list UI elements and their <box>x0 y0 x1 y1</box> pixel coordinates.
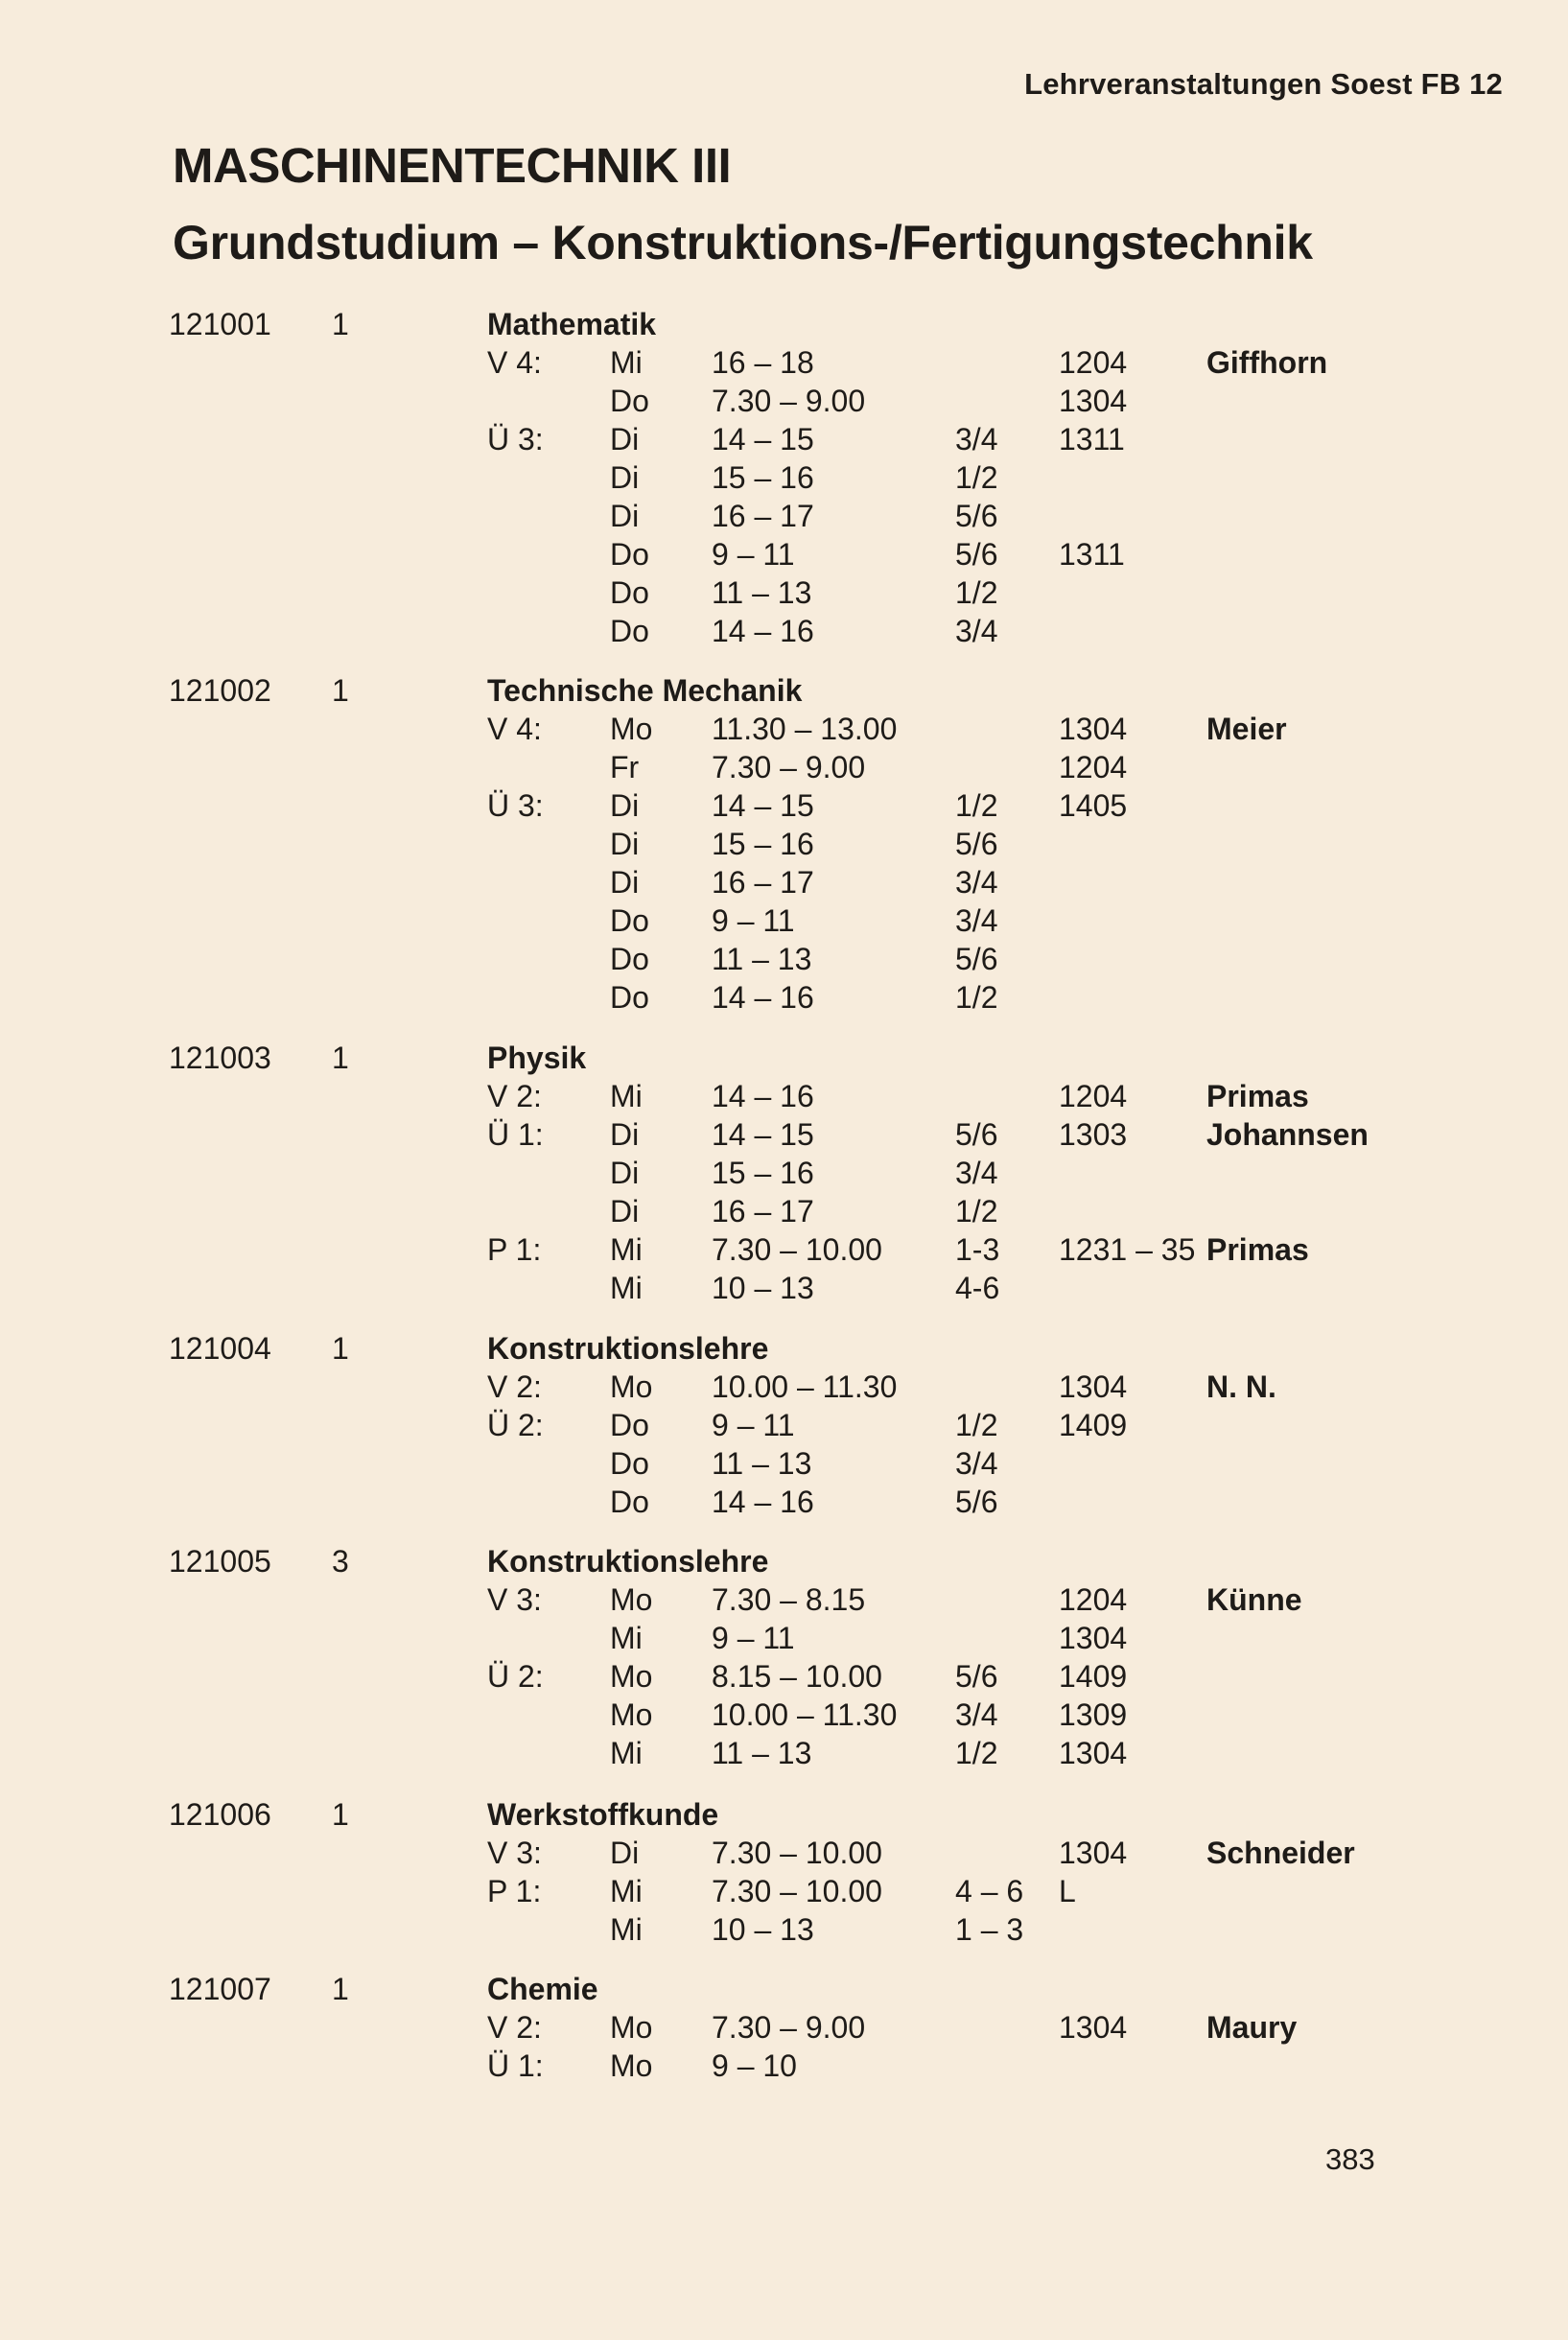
course-header-row <box>0 305 1568 343</box>
session-room: 1409 <box>1059 1408 1128 1442</box>
session-type: V 2: <box>487 2010 542 2045</box>
session-lecturer: Primas <box>1206 1232 1309 1267</box>
session-day: Di <box>610 827 640 861</box>
session-time: 15 – 16 <box>712 1156 814 1190</box>
session-group: 1/2 <box>955 788 998 823</box>
course-number: 121007 <box>169 1972 271 2006</box>
schedule-row <box>0 1619 1568 1657</box>
session-type: P 1: <box>487 1232 542 1267</box>
schedule-row <box>0 343 1568 382</box>
course-semester: 1 <box>332 1797 349 1832</box>
session-room: 1204 <box>1059 1079 1128 1113</box>
schedule-row <box>0 748 1568 786</box>
schedule-row <box>0 1910 1568 1949</box>
course-header-row <box>0 1039 1568 1077</box>
session-time: 16 – 18 <box>712 345 814 380</box>
session-room: 1304 <box>1059 1836 1128 1870</box>
session-time: 7.30 – 10.00 <box>712 1874 882 1908</box>
session-time: 11 – 13 <box>712 1736 812 1770</box>
session-time: 14 – 15 <box>712 422 814 456</box>
session-group: 3/4 <box>955 422 998 456</box>
course-number: 121006 <box>169 1797 271 1832</box>
course-name: Physik <box>487 1041 587 1075</box>
session-day: Mo <box>610 1582 653 1617</box>
session-time: 7.30 – 9.00 <box>712 750 866 784</box>
session-day: Di <box>610 788 640 823</box>
session-room: 1304 <box>1059 712 1128 746</box>
schedule-row <box>0 1580 1568 1619</box>
schedule-row <box>0 1657 1568 1696</box>
session-day: Di <box>610 460 640 495</box>
session-time: 7.30 – 9.00 <box>712 2010 866 2045</box>
session-day: Di <box>610 1836 640 1870</box>
session-time: 14 – 15 <box>712 788 814 823</box>
session-time: 16 – 17 <box>712 865 814 900</box>
course-name: Chemie <box>487 1972 598 2006</box>
session-group: 5/6 <box>955 827 998 861</box>
session-group: 3/4 <box>955 903 998 938</box>
session-group: 1/2 <box>955 460 998 495</box>
session-day: Fr <box>610 750 640 784</box>
session-group: 4-6 <box>955 1271 1000 1305</box>
schedule-row <box>0 1269 1568 1307</box>
session-time: 9 – 11 <box>712 1408 795 1442</box>
session-time: 9 – 10 <box>712 2048 797 2083</box>
schedule-row <box>0 382 1568 420</box>
schedule-row <box>0 786 1568 825</box>
course-name: Konstruktionslehre <box>487 1331 769 1366</box>
session-day: Do <box>610 614 649 648</box>
session-group: 3/4 <box>955 1156 998 1190</box>
session-lecturer: Künne <box>1206 1582 1302 1617</box>
session-room: 1309 <box>1059 1697 1128 1732</box>
session-group: 1/2 <box>955 1408 998 1442</box>
session-time: 8.15 – 10.00 <box>712 1659 882 1694</box>
session-room: 1231 – 35 <box>1059 1232 1196 1267</box>
schedule-row <box>0 1077 1568 1115</box>
session-lecturer: Maury <box>1206 2010 1298 2045</box>
course-header-row <box>0 1542 1568 1580</box>
session-type: V 3: <box>487 1836 542 1870</box>
session-group: 1/2 <box>955 1194 998 1228</box>
course-number: 121002 <box>169 673 271 708</box>
session-day: Do <box>610 980 649 1015</box>
course-number: 121001 <box>169 307 271 341</box>
session-day: Mi <box>610 1912 643 1947</box>
schedule-row <box>0 1834 1568 1872</box>
session-day: Mo <box>610 1369 653 1404</box>
session-type: Ü 2: <box>487 1408 544 1442</box>
session-lecturer: Primas <box>1206 1079 1309 1113</box>
session-type: V 2: <box>487 1369 542 1404</box>
session-group: 1/2 <box>955 575 998 610</box>
schedule-row <box>0 978 1568 1017</box>
course-header-row <box>0 671 1568 710</box>
session-time: 14 – 16 <box>712 1079 814 1113</box>
session-time: 10 – 13 <box>712 1271 814 1305</box>
session-lecturer: N. N. <box>1206 1369 1276 1404</box>
session-time: 10.00 – 11.30 <box>712 1697 898 1732</box>
session-time: 11 – 13 <box>712 1446 812 1481</box>
session-day: Do <box>610 903 649 938</box>
session-type: Ü 1: <box>487 1117 544 1152</box>
schedule-row <box>0 535 1568 573</box>
session-group: 5/6 <box>955 499 998 533</box>
session-group: 5/6 <box>955 1659 998 1694</box>
session-group: 5/6 <box>955 942 998 976</box>
running-header: Lehrveranstaltungen Soest FB 12 <box>1024 67 1503 101</box>
session-time: 16 – 17 <box>712 1194 814 1228</box>
session-time: 10 – 13 <box>712 1912 814 1947</box>
session-group: 5/6 <box>955 1485 998 1519</box>
schedule-row <box>0 710 1568 748</box>
schedule-row <box>0 1368 1568 1406</box>
course-semester: 1 <box>332 1041 349 1075</box>
session-group: 5/6 <box>955 1117 998 1152</box>
schedule-row <box>0 901 1568 940</box>
page-subtitle: Grundstudium – Konstruktions-/Fertigungstechnik <box>173 216 1313 269</box>
session-time: 14 – 16 <box>712 1485 814 1519</box>
session-group: 3/4 <box>955 1446 998 1481</box>
course-semester: 1 <box>332 1331 349 1366</box>
page-title: MASCHINENTECHNIK III <box>173 138 732 193</box>
page-number: 383 <box>1325 2142 1375 2176</box>
session-group: 4 – 6 <box>955 1874 1024 1908</box>
session-time: 14 – 15 <box>712 1117 814 1152</box>
session-day: Do <box>610 1485 649 1519</box>
session-type: Ü 3: <box>487 788 544 823</box>
session-day: Di <box>610 865 640 900</box>
session-day: Do <box>610 942 649 976</box>
session-lecturer: Giffhorn <box>1206 345 1328 380</box>
session-lecturer: Johannsen <box>1206 1117 1369 1152</box>
session-day: Mi <box>610 1079 643 1113</box>
schedule-row <box>0 1872 1568 1910</box>
session-type: P 1: <box>487 1874 542 1908</box>
session-time: 9 – 11 <box>712 903 795 938</box>
session-day: Mo <box>610 2010 653 2045</box>
schedule-row <box>0 1696 1568 1734</box>
session-group: 1 – 3 <box>955 1912 1024 1947</box>
session-day: Do <box>610 384 649 418</box>
session-room: 1304 <box>1059 1621 1128 1655</box>
session-time: 7.30 – 10.00 <box>712 1232 882 1267</box>
session-time: 9 – 11 <box>712 537 795 572</box>
session-day: Do <box>610 575 649 610</box>
session-group: 1/2 <box>955 980 998 1015</box>
session-type: V 4: <box>487 345 542 380</box>
session-room: 1204 <box>1059 1582 1128 1617</box>
session-room: 1405 <box>1059 788 1128 823</box>
course-header-row <box>0 1970 1568 2008</box>
session-room: 1304 <box>1059 1369 1128 1404</box>
schedule-row <box>0 1734 1568 1772</box>
session-day: Do <box>610 1408 649 1442</box>
course-number: 121004 <box>169 1331 271 1366</box>
session-room: L <box>1059 1874 1076 1908</box>
course-header-row <box>0 1329 1568 1368</box>
schedule-row <box>0 1154 1568 1192</box>
session-room: 1303 <box>1059 1117 1128 1152</box>
course-semester: 3 <box>332 1544 349 1579</box>
session-type: V 4: <box>487 712 542 746</box>
session-time: 15 – 16 <box>712 827 814 861</box>
session-day: Mi <box>610 345 643 380</box>
session-day: Mo <box>610 1659 653 1694</box>
schedule-row <box>0 497 1568 535</box>
session-type: V 2: <box>487 1079 542 1113</box>
session-day: Mi <box>610 1874 643 1908</box>
schedule-row <box>0 2047 1568 2085</box>
schedule-row <box>0 1483 1568 1521</box>
session-room: 1304 <box>1059 384 1128 418</box>
schedule-row <box>0 1115 1568 1154</box>
session-room: 1204 <box>1059 345 1128 380</box>
session-type: Ü 3: <box>487 422 544 456</box>
session-day: Mo <box>610 2048 653 2083</box>
session-type: Ü 2: <box>487 1659 544 1694</box>
session-day: Do <box>610 537 649 572</box>
session-time: 7.30 – 9.00 <box>712 384 866 418</box>
schedule-row <box>0 458 1568 497</box>
session-day: Di <box>610 1156 640 1190</box>
session-lecturer: Meier <box>1206 712 1287 746</box>
session-time: 11 – 13 <box>712 942 812 976</box>
schedule-row <box>0 825 1568 863</box>
session-time: 14 – 16 <box>712 980 814 1015</box>
session-group: 5/6 <box>955 537 998 572</box>
session-time: 9 – 11 <box>712 1621 795 1655</box>
schedule-row <box>0 1230 1568 1269</box>
session-lecturer: Schneider <box>1206 1836 1355 1870</box>
schedule-row <box>0 573 1568 612</box>
schedule-row <box>0 2008 1568 2047</box>
session-room: 1304 <box>1059 1736 1128 1770</box>
session-time: 7.30 – 8.15 <box>712 1582 866 1617</box>
course-name: Werkstoffkunde <box>487 1797 719 1832</box>
schedule-row <box>0 1444 1568 1483</box>
session-group: 1-3 <box>955 1232 1000 1267</box>
session-type: V 3: <box>487 1582 542 1617</box>
session-day: Mo <box>610 1697 653 1732</box>
session-day: Di <box>610 499 640 533</box>
schedule-row <box>0 940 1568 978</box>
session-group: 3/4 <box>955 1697 998 1732</box>
session-day: Mi <box>610 1232 643 1267</box>
session-time: 11.30 – 13.00 <box>712 712 898 746</box>
session-time: 16 – 17 <box>712 499 814 533</box>
session-time: 15 – 16 <box>712 460 814 495</box>
session-time: 10.00 – 11.30 <box>712 1369 898 1404</box>
course-name: Mathematik <box>487 307 657 341</box>
session-time: 11 – 13 <box>712 575 812 610</box>
session-group: 1/2 <box>955 1736 998 1770</box>
session-time: 7.30 – 10.00 <box>712 1836 882 1870</box>
session-room: 1204 <box>1059 750 1128 784</box>
course-number: 121003 <box>169 1041 271 1075</box>
session-group: 3/4 <box>955 614 998 648</box>
course-semester: 1 <box>332 673 349 708</box>
schedule-row <box>0 1192 1568 1230</box>
schedule-row <box>0 420 1568 458</box>
course-header-row <box>0 1795 1568 1834</box>
course-number: 121005 <box>169 1544 271 1579</box>
course-name: Konstruktionslehre <box>487 1544 769 1579</box>
session-day: Di <box>610 1194 640 1228</box>
session-day: Mi <box>610 1736 643 1770</box>
session-room: 1304 <box>1059 2010 1128 2045</box>
course-semester: 1 <box>332 1972 349 2006</box>
session-time: 14 – 16 <box>712 614 814 648</box>
schedule-row <box>0 612 1568 650</box>
session-day: Mi <box>610 1271 643 1305</box>
session-room: 1409 <box>1059 1659 1128 1694</box>
session-day: Mi <box>610 1621 643 1655</box>
course-semester: 1 <box>332 307 349 341</box>
session-day: Di <box>610 422 640 456</box>
session-day: Di <box>610 1117 640 1152</box>
schedule-row <box>0 863 1568 901</box>
course-name: Technische Mechanik <box>487 673 803 708</box>
session-room: 1311 <box>1059 537 1125 572</box>
session-day: Do <box>610 1446 649 1481</box>
schedule-row <box>0 1406 1568 1444</box>
session-room: 1311 <box>1059 422 1125 456</box>
session-type: Ü 1: <box>487 2048 544 2083</box>
session-group: 3/4 <box>955 865 998 900</box>
session-day: Mo <box>610 712 653 746</box>
